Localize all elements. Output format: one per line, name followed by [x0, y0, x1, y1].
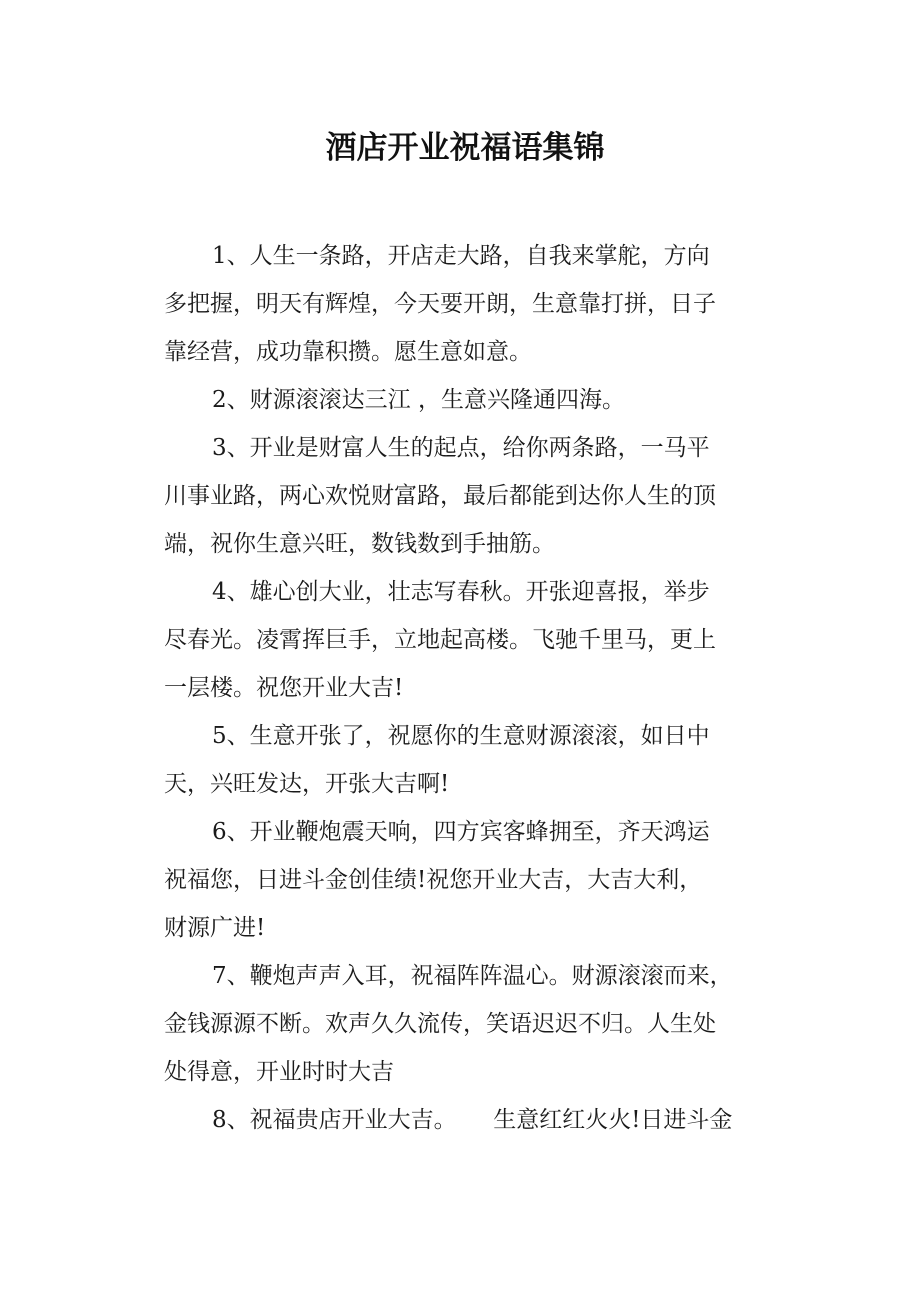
paragraph-5-line-2: 天，兴旺发达，开张大吉啊!: [164, 771, 450, 797]
paragraph-4-line-3: 一层楼。祝您开业大吉!: [164, 675, 404, 701]
paragraph-7-line-3: 处得意，开业时时大吉: [164, 1059, 394, 1085]
paragraph-7-line-1: 7、鞭炮声声入耳，祝福阵阵温心。财源滚滚而来，: [212, 963, 733, 989]
paragraph-3-line-3: 端，祝你生意兴旺，数钱数到手抽筋。: [164, 531, 555, 557]
paragraph-6-line-1: 6、开业鞭炮震天响，四方宾客蜂拥至，齐天鸿运: [212, 819, 710, 845]
paragraph-1-line-3: 靠经营，成功靠积攒。愿生意如意。: [164, 339, 532, 365]
paragraph-6-line-3: 财源广进!: [164, 915, 266, 941]
paragraph-8-line-1: 8、祝福贵店开业大吉。 生意红红火火!日进斗金: [212, 1107, 733, 1133]
paragraph-7-line-2: 金钱源源不断。欢声久久流传，笑语迟迟不归。人生处: [164, 1011, 716, 1037]
paragraph-1-line-1: 1、人生一条路，开店走大路，自我来掌舵，方向: [212, 243, 710, 269]
paragraph-2-line-1: 2、财源滚滚达三江 ，生意兴隆通四海。: [212, 387, 625, 413]
paragraph-3-line-2: 川事业路，两心欢悦财富路，最后都能到达你人生的顶: [164, 483, 716, 509]
paragraph-6-line-2: 祝福您，日进斗金创佳绩!祝您开业大吉，大吉大利，: [164, 867, 703, 893]
paragraph-5-line-1: 5、生意开张了，祝愿你的生意财源滚滚，如日中: [212, 723, 710, 749]
paragraph-3-line-1: 3、开业是财富人生的起点，给你两条路，一马平: [212, 435, 710, 461]
paragraph-4-line-2: 尽春光。凌霄挥巨手，立地起高楼。飞驰千里马，更上: [164, 627, 716, 653]
document-body: [164, 232, 784, 1144]
page-title: 酒店开业祝福语集锦: [325, 130, 605, 166]
paragraph-1-line-2: 多把握，明天有辉煌，今天要开朗，生意靠打拼，日子: [164, 291, 716, 317]
paragraph-4-line-1: 4、雄心创大业，壮志写春秋。开张迎喜报，举步: [212, 579, 710, 605]
